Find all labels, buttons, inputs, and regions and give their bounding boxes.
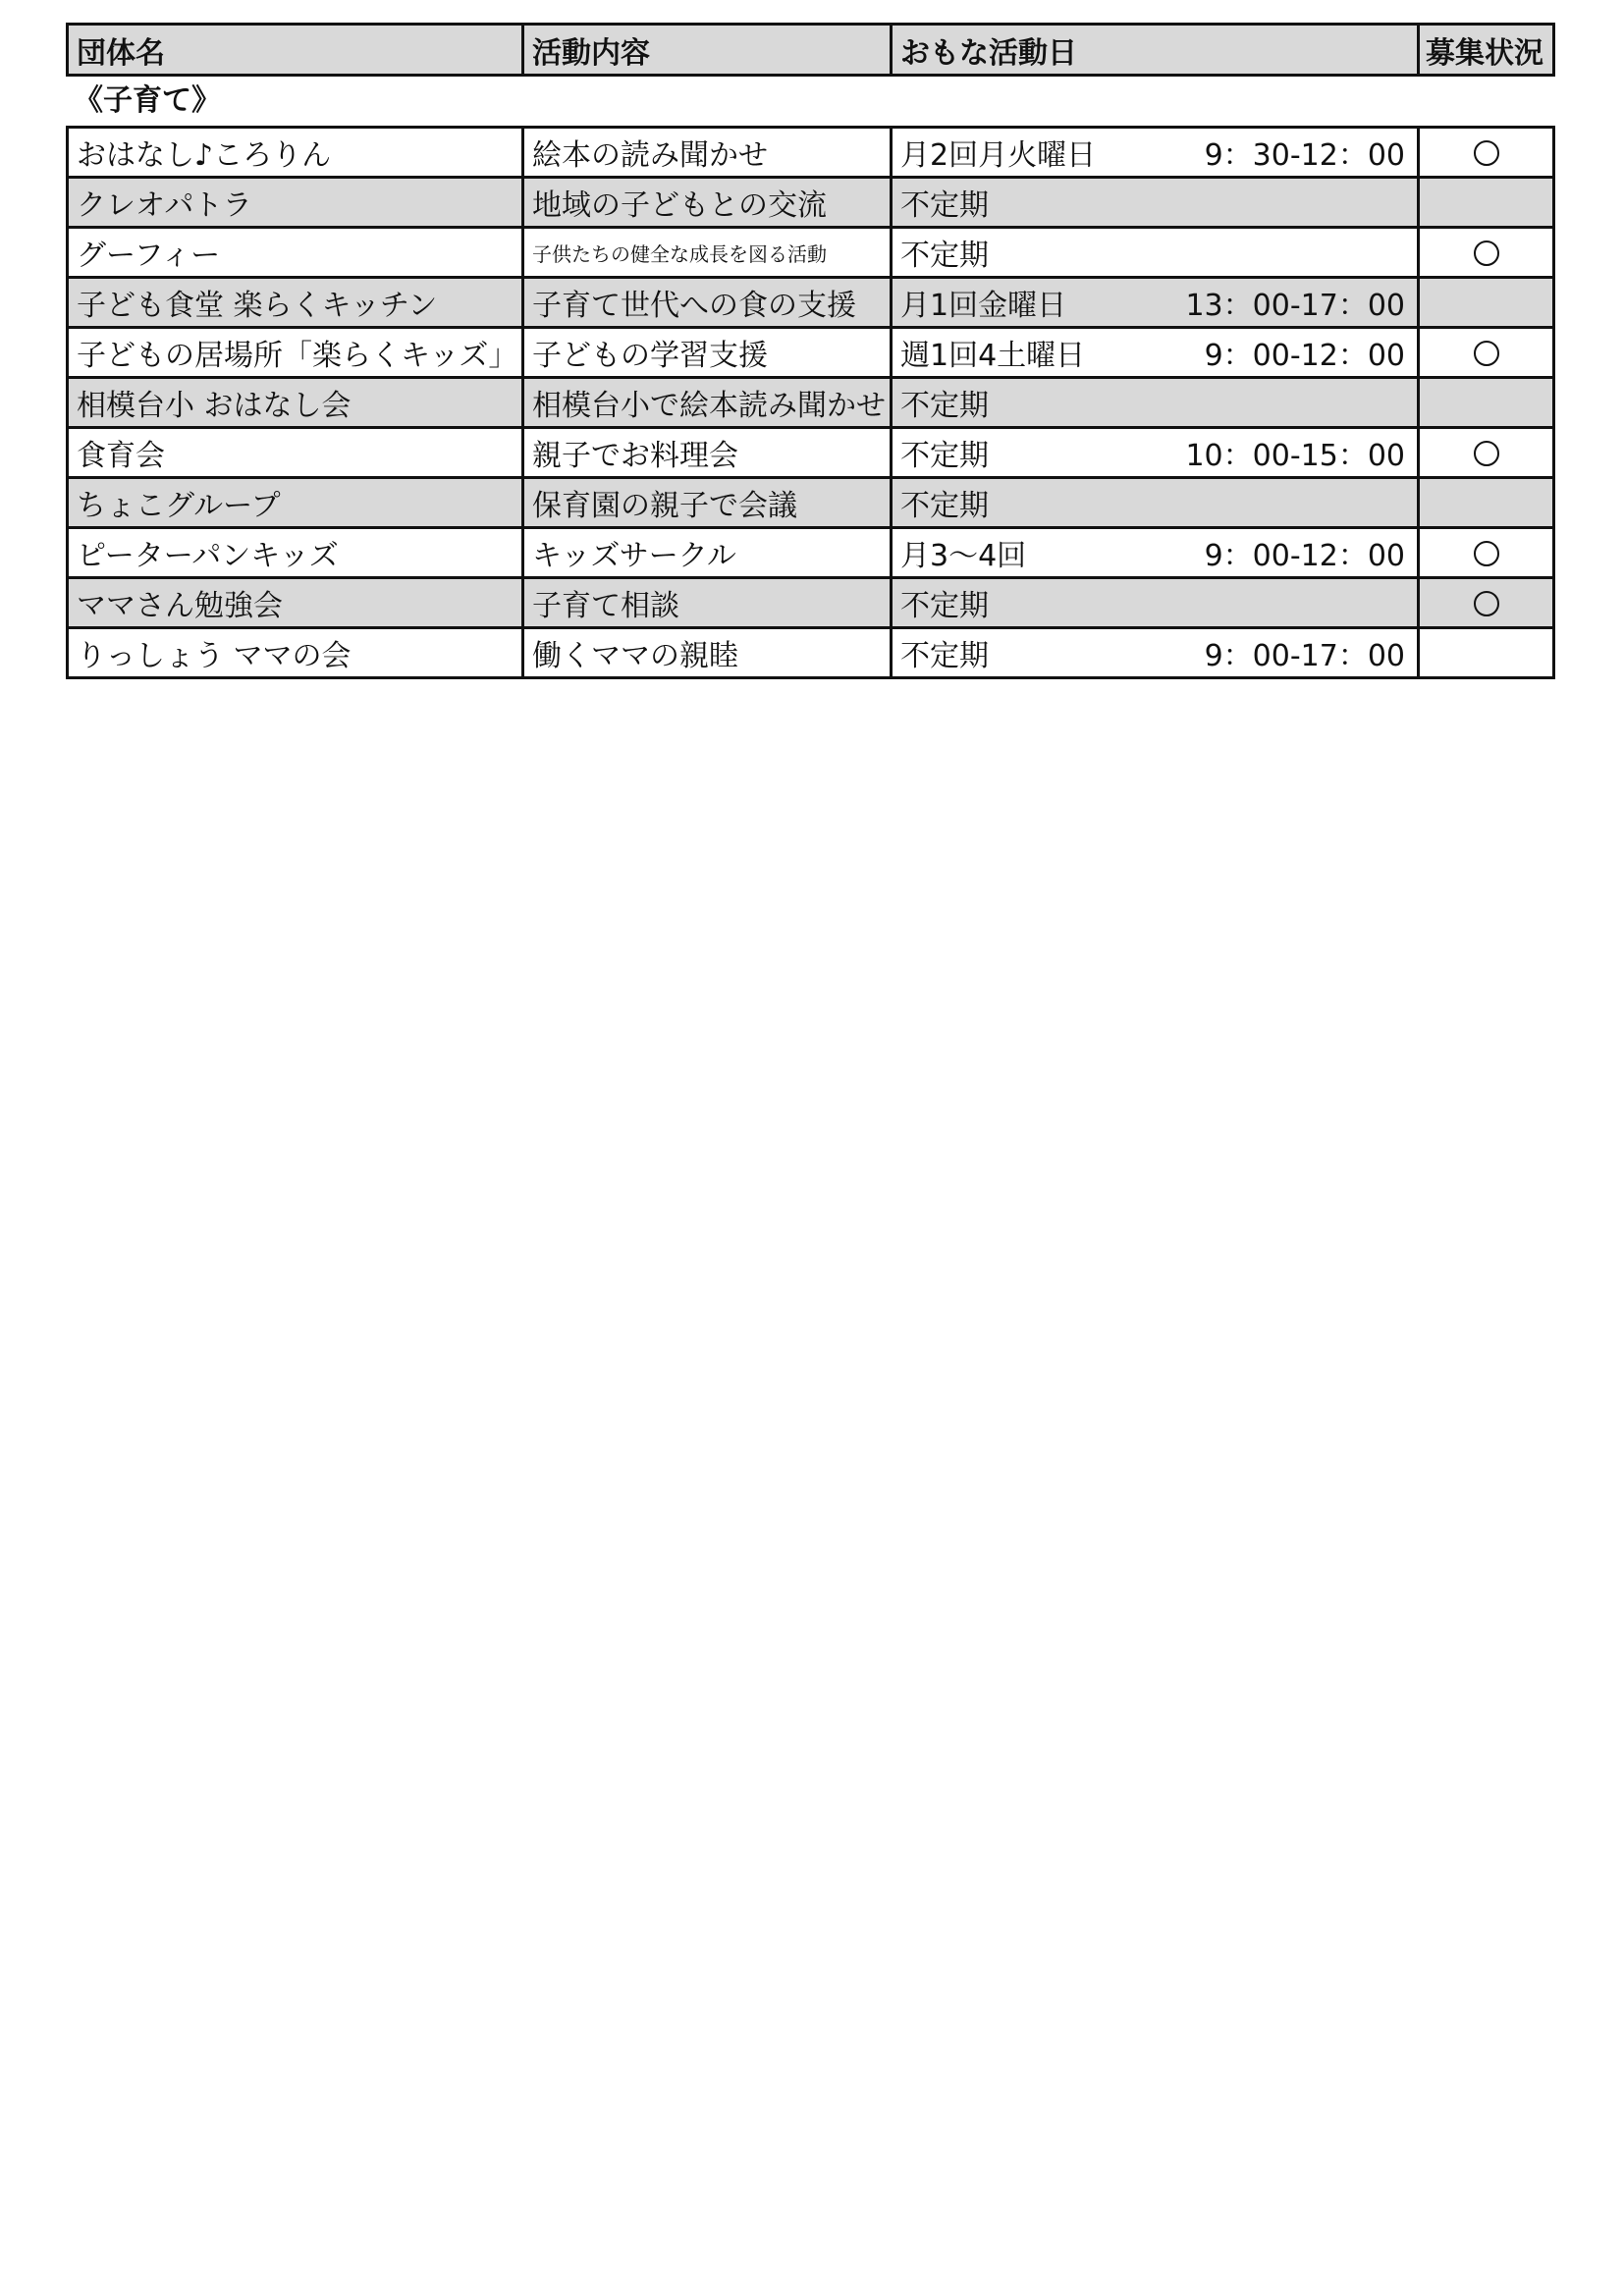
- day-text: 不定期: [900, 188, 989, 223]
- group-name-cell: ちょこグループ: [68, 478, 523, 528]
- group-name-cell: 食育会: [68, 428, 523, 478]
- recruitment-status-cell: [1419, 578, 1554, 628]
- main-days-cell: [892, 228, 1419, 278]
- group-name-cell: 相模台小 おはなし会: [68, 378, 523, 428]
- group-name-cell: 子どもの居場所「楽らくキッズ」: [68, 328, 523, 378]
- table-row: [68, 628, 1554, 678]
- time-text: 10：00-15：00: [1185, 439, 1405, 473]
- table-row: [68, 178, 1554, 228]
- day-text: 不定期: [900, 239, 989, 273]
- activity-cell: 子どもの学習支援: [523, 328, 892, 378]
- group-name-cell: ママさん勉強会: [68, 578, 523, 628]
- recruitment-status-cell: [1419, 328, 1554, 378]
- day-text: 不定期: [900, 389, 989, 423]
- day-text: 不定期: [900, 489, 989, 523]
- group-name-cell: ピーターパンキッズ: [68, 528, 523, 578]
- activity-cell: 相模台小で絵本読み聞かせ: [523, 378, 892, 428]
- table-row: [68, 278, 1554, 328]
- activity-cell: 働くママの親睦: [523, 628, 892, 678]
- activity-cell: 保育園の親子で会議: [523, 478, 892, 528]
- activity-cell: 子育て相談: [523, 578, 892, 628]
- main-days-cell: [892, 478, 1419, 528]
- main-days-cell: [892, 528, 1419, 578]
- group-name-cell: おはなし♪ころりん: [68, 128, 523, 178]
- open-circle-icon: [1474, 341, 1499, 366]
- open-circle-icon: [1474, 541, 1499, 566]
- group-name-cell: グーフィー: [68, 228, 523, 278]
- group-name-cell: りっしょう ママの会: [68, 628, 523, 678]
- recruitment-status-cell: [1419, 278, 1554, 328]
- document-page: [66, 23, 1552, 679]
- recruitment-status-cell: [1419, 628, 1554, 678]
- recruitment-status-cell: [1419, 378, 1554, 428]
- day-text: 不定期: [900, 639, 989, 673]
- table-header-row: [68, 25, 1554, 76]
- recruitment-status-cell: [1419, 428, 1554, 478]
- day-text: 月1回金曜日: [900, 289, 1067, 323]
- recruitment-status-cell: [1419, 178, 1554, 228]
- main-days-cell: [892, 278, 1419, 328]
- header-main-days: おもな活動日: [892, 25, 1419, 76]
- time-text: 9：00-12：00: [1204, 539, 1405, 573]
- activity-cell: キッズサークル: [523, 528, 892, 578]
- group-name-cell: 子ども食堂 楽らくキッチン: [68, 278, 523, 328]
- table-row: [68, 428, 1554, 478]
- activity-cell: 親子でお料理会: [523, 428, 892, 478]
- main-days-cell: [892, 628, 1419, 678]
- day-text: 月2回月火曜日: [900, 138, 1097, 173]
- recruitment-status-cell: [1419, 228, 1554, 278]
- table-row: [68, 328, 1554, 378]
- section-title-childcare: 《子育て》: [74, 83, 221, 118]
- recruitment-status-cell: [1419, 128, 1554, 178]
- header-recruitment-status: 募集状況: [1419, 25, 1554, 76]
- table-row: [68, 378, 1554, 428]
- open-circle-icon: [1474, 591, 1499, 616]
- recruitment-status-cell: [1419, 478, 1554, 528]
- table-row: [68, 528, 1554, 578]
- open-circle-icon: [1474, 441, 1499, 466]
- table-body: [68, 128, 1554, 678]
- recruitment-status-cell: [1419, 528, 1554, 578]
- time-text: 9：00-17：00: [1204, 639, 1405, 673]
- group-table: [66, 23, 1555, 77]
- time-text: 9：00-12：00: [1204, 339, 1405, 373]
- header-group-name: 団体名: [68, 25, 523, 76]
- group-name-cell: クレオパトラ: [68, 178, 523, 228]
- table-row: [68, 478, 1554, 528]
- header-activity: 活動内容: [523, 25, 892, 76]
- table-row: [68, 578, 1554, 628]
- main-days-cell: [892, 578, 1419, 628]
- group-rows-table: [66, 126, 1555, 679]
- time-text: 13：00-17：00: [1185, 289, 1405, 323]
- open-circle-icon: [1474, 240, 1499, 266]
- main-days-cell: [892, 428, 1419, 478]
- activity-cell: 絵本の読み聞かせ: [523, 128, 892, 178]
- day-text: 不定期: [900, 439, 989, 473]
- main-days-cell: [892, 328, 1419, 378]
- activity-cell: 子育て世代への食の支援: [523, 278, 892, 328]
- time-text: 9：30-12：00: [1204, 138, 1405, 173]
- activity-cell: 子供たちの健全な成長を図る活動: [523, 228, 892, 278]
- main-days-cell: [892, 378, 1419, 428]
- table-row: [68, 228, 1554, 278]
- main-days-cell: [892, 128, 1419, 178]
- day-text: 週1回4土曜日: [900, 339, 1086, 373]
- activity-cell: 地域の子どもとの交流: [523, 178, 892, 228]
- open-circle-icon: [1474, 140, 1499, 166]
- day-text: 月3〜4回: [900, 539, 1027, 573]
- table-row: [68, 128, 1554, 178]
- day-text: 不定期: [900, 589, 989, 623]
- main-days-cell: [892, 178, 1419, 228]
